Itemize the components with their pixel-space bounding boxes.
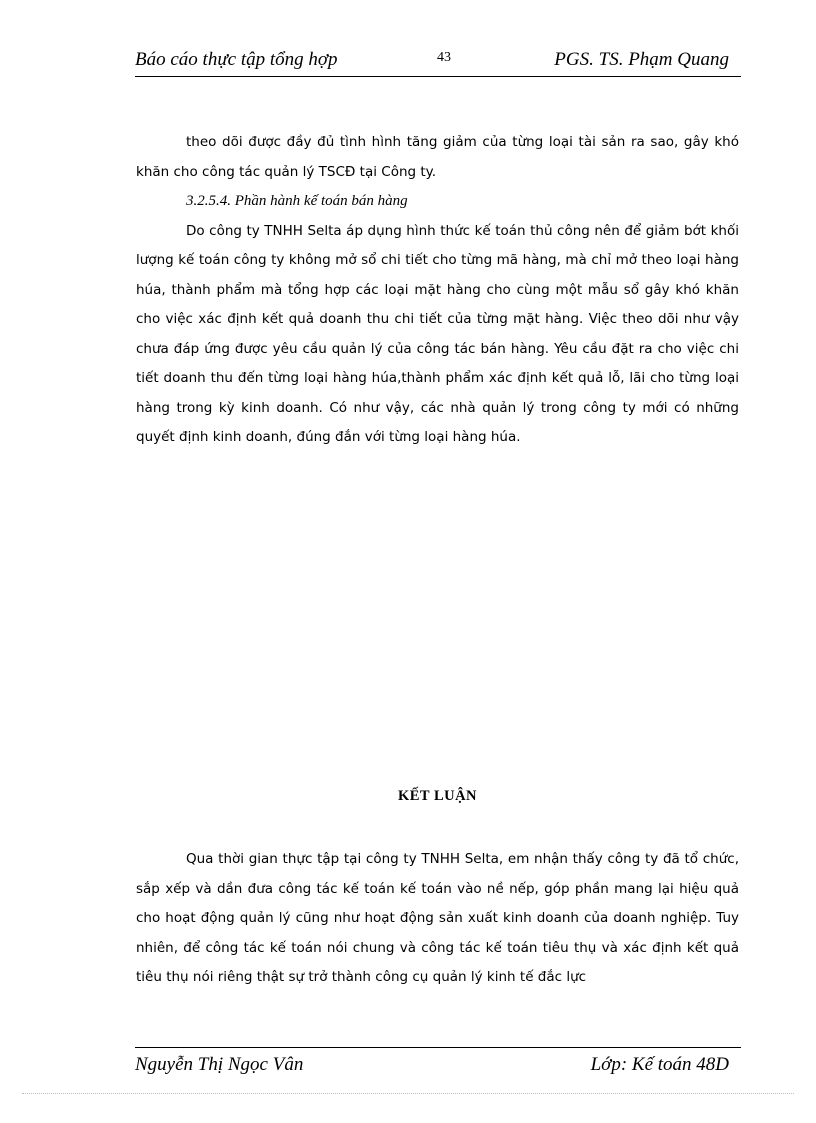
conclusion-body (136, 845, 739, 993)
page-bottom-divider (22, 1093, 794, 1094)
section-subheading: 3.2.5.4. Phần hành kế toán bán hàng (186, 193, 408, 209)
page-number: 43 (437, 50, 451, 65)
page-header (135, 46, 741, 77)
conclusion-paragraph: Qua thời gian thực tập tại công ty TNHH Selta, em nhận thấy công ty đã tổ chức, sắp xếp và dần đưa công tác kế toán kế toán vào nề nếp, góp phần mang lại hiệu quả cho hoạt động quản lý cũng như hoạt động sản xuất kinh doanh của doanh nghiệp. Tuy nhiên, để công tác kế toán nói chung và công tác kế toán tiêu thụ và xác định kết quả tiêu thụ nói riêng thật sự trở thành công cụ quản lý kinh tế đắc lực (136, 851, 739, 985)
class-name: Lớp: Kế toán 48D (590, 1054, 729, 1075)
author-name: Nguyễn Thị Ngọc Vân (135, 1054, 304, 1075)
paragraph-sales-accounting: Do công ty TNHH Selta áp dụng hình thức kế toán thủ công nên để giảm bớt khối lượng kế toán công ty không mở sổ chi tiết cho từng mã hàng, mà chỉ mở theo loại hàng húa, thành phẩm mà tổng hợp các loại mặt hàng cho cùng một mẫu sổ gây khó khăn cho việc xác định kết quả doanh thu chi tiết của từng mặt hàng. Việc theo dõi như vậy chưa đáp ứng được yêu cầu quản lý của công tác bán hàng. Yêu cầu đặt ra cho việc chi tiết doanh thu đến từng loại hàng húa,thành phẩm xác định kết quả lỗ, lãi cho từng loại hàng trong kỳ kinh doanh. Có như vậy, các nhà quản lý trong công ty mới có những quyết định kinh doanh, đúng đắn với từng loại hàng húa. (136, 222, 739, 445)
page-footer (135, 1047, 741, 1080)
report-title: Báo cáo thực tập tổng hợp (135, 49, 338, 70)
conclusion-heading: KẾT LUẬN (397, 788, 478, 804)
paragraph-continued: theo dõi được đầy đủ tình hình tăng giảm của từng loại tài sản ra sao, gây khó khăn cho công tác quản lý TSCĐ tại Công ty. (136, 134, 739, 180)
advisor-name: PGS. TS. Phạm Quang (554, 49, 729, 70)
section-body (136, 128, 739, 453)
